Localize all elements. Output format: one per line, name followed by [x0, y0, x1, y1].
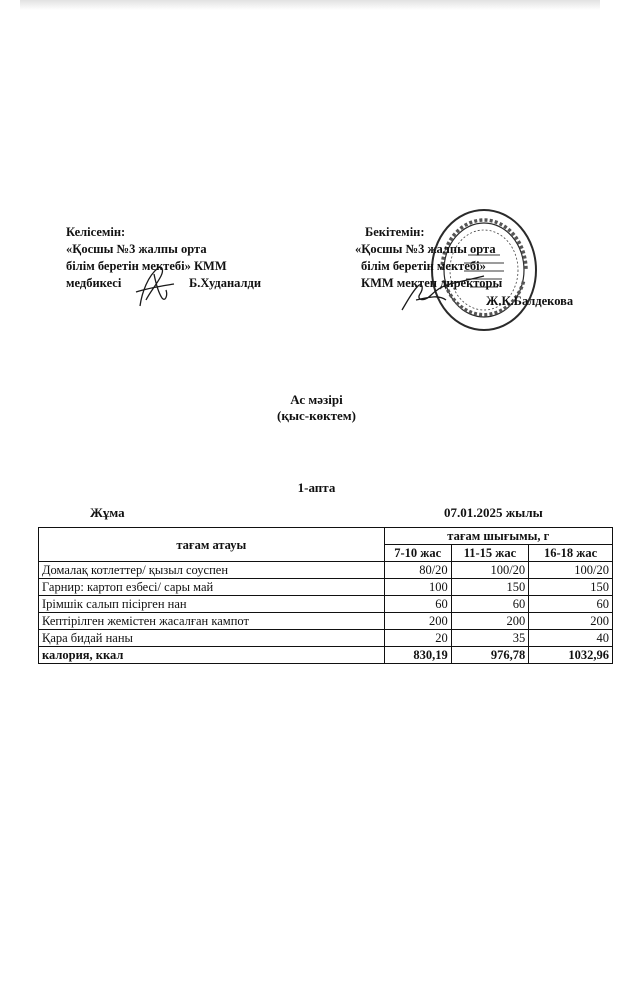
day-label: Жұма — [90, 505, 125, 520]
director-signature — [398, 270, 488, 316]
header-dish-name: тағам атауы — [39, 528, 385, 562]
table-row — [39, 613, 613, 630]
approval-name: Ж.К.Балдекова — [486, 294, 574, 308]
dish-value: 40 — [529, 630, 613, 647]
dish-value: 200 — [529, 613, 613, 630]
dish-name: Кептірілген жемістен жасалған кампот — [39, 613, 385, 630]
dish-value: 200 — [451, 613, 529, 630]
dish-value: 35 — [451, 630, 529, 647]
dish-name: Ірімшік салып пісірген нан — [39, 596, 385, 613]
dish-value: 80/20 — [384, 562, 451, 579]
dish-value: 200 — [384, 613, 451, 630]
total-value: 976,78 — [451, 647, 529, 664]
dish-value: 100/20 — [529, 562, 613, 579]
agreement-org-line1: «Қосшы №3 жалпы орта — [66, 242, 207, 256]
dish-value: 100 — [384, 579, 451, 596]
date-label: 07.01.2025 жылы — [444, 505, 543, 520]
dish-name: Гарнир: картоп езбесі/ сары май — [39, 579, 385, 596]
dish-value: 150 — [529, 579, 613, 596]
menu-season: (қыс-көктем) — [277, 408, 356, 423]
dish-name: Домалақ котлеттер/ қызыл соуспен — [39, 562, 385, 579]
agreement-label: Келісемін: — [66, 225, 126, 239]
table-row — [39, 630, 613, 647]
table-row — [39, 596, 613, 613]
approval-label: Бекітемін: — [365, 225, 425, 239]
approval-org-line1: «Қосшы №3 жалпы орта — [355, 242, 496, 256]
agreement-position: медбикесі — [66, 276, 122, 290]
total-value: 830,19 — [384, 647, 451, 664]
table-row — [39, 579, 613, 596]
table-total-row — [39, 647, 613, 664]
dish-name: Қара бидай наны — [39, 630, 385, 647]
table-row — [39, 562, 613, 579]
agreement-name: Б.Худаналди — [189, 276, 262, 290]
header-age-group: 11-15 жас — [451, 545, 529, 562]
menu-table — [38, 527, 613, 664]
dish-value: 60 — [451, 596, 529, 613]
dish-value: 60 — [529, 596, 613, 613]
menu-title: Ас мәзірі — [290, 392, 343, 407]
approval-position: КММ мектеп директоры — [361, 276, 503, 290]
table-header-row — [39, 528, 613, 545]
approval-org-line2: білім беретін мектебі» — [361, 259, 486, 273]
dish-value: 100/20 — [451, 562, 529, 579]
scan-edge-shadow — [20, 0, 600, 10]
dish-value: 60 — [384, 596, 451, 613]
dish-value: 150 — [451, 579, 529, 596]
header-age-group: 16-18 жас — [529, 545, 613, 562]
header-age-group: 7-10 жас — [384, 545, 451, 562]
week-label: 1-апта — [297, 480, 336, 495]
agreement-org-line2: білім беретін мектебі» КММ — [66, 259, 227, 273]
total-value: 1032,96 — [529, 647, 613, 664]
total-label: калория, ккал — [39, 647, 385, 664]
header-output: тағам шығымы, г — [384, 528, 612, 545]
nurse-signature — [128, 262, 178, 312]
dish-value: 20 — [384, 630, 451, 647]
